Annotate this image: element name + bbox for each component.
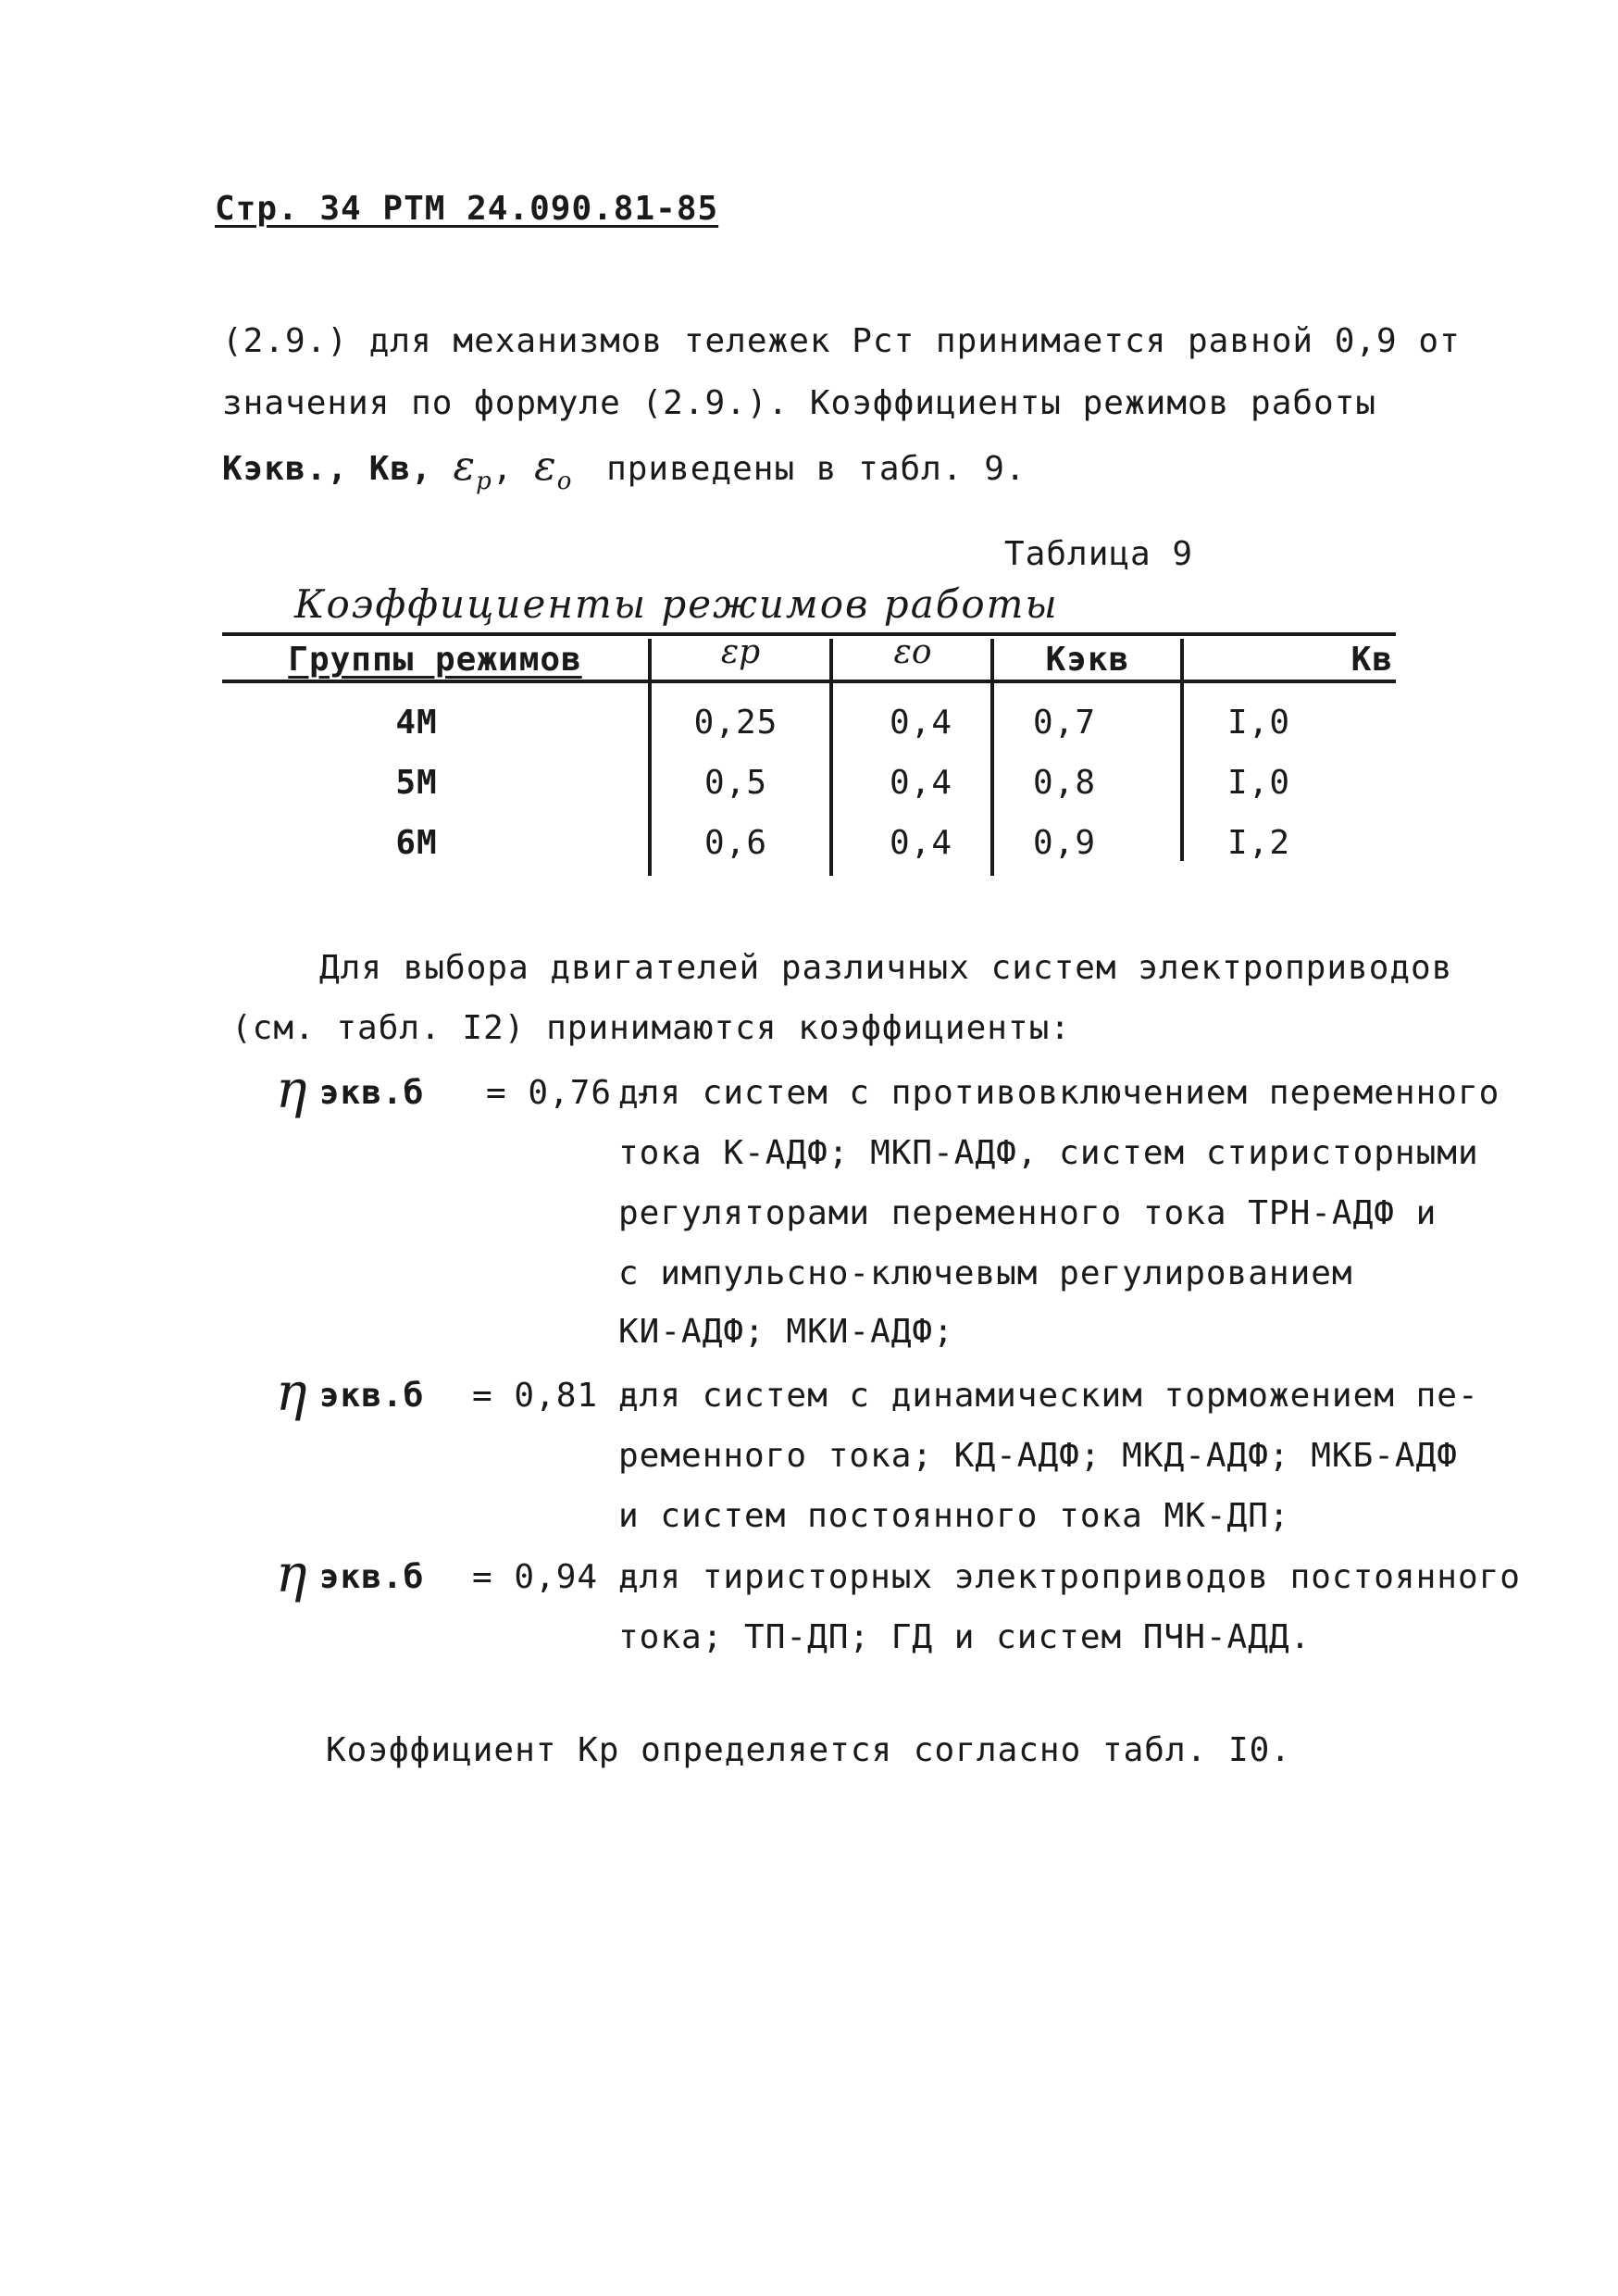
- coefficient-desc-line: для систем с противовключением переменного: [618, 1074, 1500, 1112]
- page-header: Стр. 34 РТМ 24.090.81-85: [215, 190, 719, 228]
- coefficient-value: = 0,81 -: [472, 1377, 641, 1415]
- coefficient-subscript: экв.б: [319, 1377, 425, 1415]
- cell-kv: I,2: [1226, 824, 1291, 862]
- closing-line: Коэффициент Кр определяется согласно табл. I0.: [326, 1731, 1291, 1769]
- cell-kv: I,0: [1226, 704, 1291, 742]
- cell-group: 6М: [395, 824, 438, 862]
- header-kekv: Кэкв: [1045, 641, 1130, 679]
- eta-symbol: η: [276, 1060, 307, 1120]
- table-label: Таблица 9: [1004, 535, 1194, 573]
- table-title: Коэффициенты режимов работы: [294, 581, 1059, 627]
- header-kv: Кв: [1350, 641, 1393, 679]
- symbol-comma: ,: [492, 450, 514, 488]
- coefficient-desc-line: тока; ТП-ДП; ГД и систем ПЧН-АДД.: [618, 1618, 1312, 1656]
- intro-line-3-suffix: приведены в табл. 9.: [606, 450, 1027, 488]
- intro-line-1: (2.9.) для механизмов тележек Рст принимается равной 0,9 от: [222, 322, 1461, 360]
- epsilon-o-symbol: $\varepsilon_o$: [534, 443, 573, 495]
- selection-line-2: (см. табл. I2) принимаются коэффициенты:: [231, 1009, 1071, 1047]
- coefficient-desc-line: для тиристорных электроприводов постоянного: [618, 1558, 1521, 1596]
- epsilon-p-symbol: $\varepsilon_p$: [453, 443, 492, 495]
- cell-eo: 0,4: [889, 764, 953, 802]
- intro-line-2: значения по формуле (2.9.). Коэффициенты режимов работы: [222, 384, 1377, 422]
- coefficient-desc-line: и систем постоянного тока МК-ДП;: [618, 1497, 1290, 1535]
- coefficient-desc-line: КИ-АДФ; МКИ-АДФ;: [618, 1313, 954, 1351]
- header-epsilon-p: εр: [720, 633, 761, 671]
- cell-eo: 0,4: [889, 704, 953, 742]
- table-header-rule: [222, 680, 1396, 683]
- cell-eo: 0,4: [889, 824, 953, 862]
- coefficient-subscript: экв.б: [319, 1074, 425, 1112]
- cell-kekv: 0,7: [1032, 704, 1097, 742]
- header-group: Группы режимов: [288, 641, 582, 679]
- column-divider: [829, 639, 833, 876]
- cell-kekv: 0,9: [1032, 824, 1097, 862]
- cell-ep: 0,5: [703, 764, 768, 802]
- eta-symbol: η: [276, 1544, 307, 1604]
- coefficient-desc-line: для систем с динамическим торможением пе-: [618, 1377, 1479, 1415]
- coefficient-desc-line: ременного тока; КД-АДФ; МКД-АДФ; МКБ-АДФ: [618, 1437, 1458, 1475]
- cell-group: 5М: [395, 764, 438, 802]
- cell-kv: I,0: [1226, 764, 1291, 802]
- cell-ep: 0,25: [693, 704, 778, 742]
- coefficient-value: = 0,76 -: [486, 1074, 654, 1112]
- coefficient-value: = 0,94 -: [472, 1558, 641, 1596]
- cell-kekv: 0,8: [1032, 764, 1097, 802]
- coefficient-desc-line: тока К-АДФ; МКП-АДФ, систем стиристорными: [618, 1134, 1479, 1172]
- intro-line-3-prefix: Кэкв., Кв,: [222, 450, 432, 488]
- cell-ep: 0,6: [703, 824, 768, 862]
- column-divider: [1180, 639, 1184, 861]
- coefficient-desc-line: с импульсно-ключевым регулированием: [618, 1254, 1353, 1292]
- header-epsilon-o: εo: [893, 633, 932, 671]
- column-divider: [648, 639, 652, 876]
- cell-group: 4М: [395, 704, 438, 742]
- intro-line-3: [222, 443, 1027, 495]
- coefficient-subscript: экв.б: [319, 1558, 425, 1596]
- column-divider: [990, 639, 994, 876]
- coefficient-desc-line: регуляторами переменного тока ТРН-АДФ и: [618, 1194, 1438, 1232]
- eta-symbol: η: [276, 1363, 307, 1423]
- selection-line-1: Для выбора двигателей различных систем электроприводов: [319, 949, 1453, 987]
